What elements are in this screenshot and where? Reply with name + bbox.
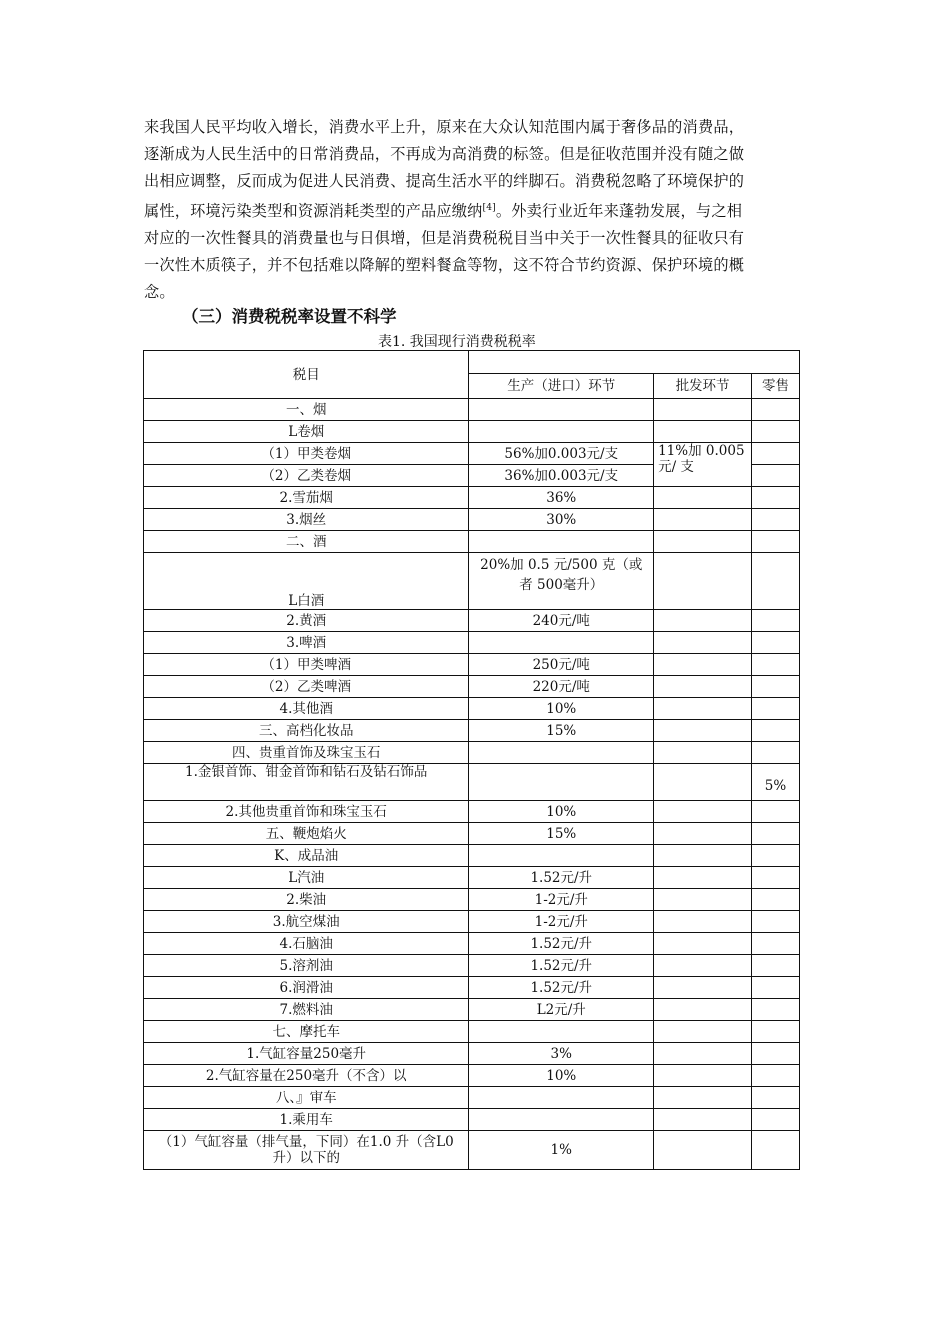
retail-rate-cell bbox=[752, 399, 800, 421]
paragraph-line: 来我国人民平均收入增长，消费水平上升，原来在大众认知范围内属于奢侈品的消费品， bbox=[144, 118, 745, 136]
wholesale-rate-cell bbox=[654, 632, 752, 654]
table-row bbox=[144, 867, 800, 889]
tax-item-cell: 1.气缸容量250毫升 bbox=[144, 1043, 469, 1065]
tax-item-cell: （2）乙类卷烟 bbox=[144, 465, 469, 487]
tax-item-cell: 2.气缸容量在250毫升（不含）以 bbox=[144, 1065, 469, 1087]
production-rate-cell bbox=[469, 399, 654, 421]
production-rate-cell: 30% bbox=[469, 509, 654, 531]
table-row bbox=[144, 1065, 800, 1087]
retail-rate-cell bbox=[752, 1043, 800, 1065]
tax-item-cell: 2.雪茄烟 bbox=[144, 487, 469, 509]
retail-rate-cell bbox=[752, 509, 800, 531]
retail-rate-cell bbox=[752, 911, 800, 933]
production-rate-cell: 220元/吨 bbox=[469, 676, 654, 698]
tax-item-cell: 二、酒 bbox=[144, 531, 469, 553]
paragraph-line: 一次性木质筷子，并不包括难以降解的塑料餐盒等物，这不符合节约资源、保护环境的概 bbox=[144, 256, 745, 274]
table-row bbox=[144, 1021, 800, 1043]
body-paragraph bbox=[144, 114, 804, 306]
table-row bbox=[144, 720, 800, 742]
table-row bbox=[144, 933, 800, 955]
table-row bbox=[144, 845, 800, 867]
paragraph-line bbox=[144, 195, 804, 225]
retail-rate-cell bbox=[752, 1087, 800, 1109]
tax-item-cell: 7.燃料油 bbox=[144, 999, 469, 1021]
table-row bbox=[144, 698, 800, 720]
wholesale-rate-cell bbox=[654, 999, 752, 1021]
retail-rate-cell bbox=[752, 553, 800, 610]
retail-rate-cell bbox=[752, 955, 800, 977]
retail-rate-cell bbox=[752, 421, 800, 443]
production-rate-cell: 1-2元/升 bbox=[469, 889, 654, 911]
tax-item-cell: 4.其他酒 bbox=[144, 698, 469, 720]
table-row bbox=[144, 553, 800, 610]
tax-item-cell: 2.黄酒 bbox=[144, 610, 469, 632]
tax-item-cell: 3.航空煤油 bbox=[144, 911, 469, 933]
table-row bbox=[144, 443, 800, 465]
table-row bbox=[144, 421, 800, 443]
retail-rate-cell bbox=[752, 845, 800, 867]
production-rate-cell bbox=[469, 421, 654, 443]
production-rate-cell bbox=[469, 632, 654, 654]
wholesale-rate-cell bbox=[654, 764, 752, 801]
paragraph-line: 对应的一次性餐具的消费量也与日俱增，但是消费税税目当中关于一次性餐具的征收只有 bbox=[144, 229, 745, 247]
retail-rate-cell bbox=[752, 1109, 800, 1131]
production-rate-cell: 250元/吨 bbox=[469, 654, 654, 676]
retail-rate-cell bbox=[752, 465, 800, 487]
table-row bbox=[144, 977, 800, 999]
table-row bbox=[144, 764, 800, 801]
wholesale-rate-cell bbox=[654, 610, 752, 632]
production-rate-cell: 3% bbox=[469, 1043, 654, 1065]
retail-rate-cell bbox=[752, 632, 800, 654]
wholesale-rate-cell bbox=[654, 823, 752, 845]
tax-item-cell: L卷烟 bbox=[144, 421, 469, 443]
wholesale-rate-cell bbox=[654, 845, 752, 867]
wholesale-rate-cell bbox=[654, 676, 752, 698]
production-rate-cell bbox=[469, 764, 654, 801]
table-row bbox=[144, 801, 800, 823]
retail-rate-cell bbox=[752, 1065, 800, 1087]
wholesale-rate-cell bbox=[654, 801, 752, 823]
wholesale-rate-cell bbox=[654, 1065, 752, 1087]
tax-item-cell: 4.石脑油 bbox=[144, 933, 469, 955]
production-rate-cell bbox=[469, 845, 654, 867]
tax-item-cell: 八、』审车 bbox=[144, 1087, 469, 1109]
table-row bbox=[144, 1109, 800, 1131]
production-rate-cell bbox=[469, 1087, 654, 1109]
tax-item-cell: 3.啤酒 bbox=[144, 632, 469, 654]
retail-rate-cell bbox=[752, 654, 800, 676]
production-rate-cell bbox=[469, 742, 654, 764]
paragraph-line-part: 属性，环境污染类型和资源消耗类型的产品应缴纳 bbox=[144, 202, 483, 220]
tax-item-cell: 1.金银首饰、钳金首饰和钻石及钻石饰品 bbox=[144, 764, 469, 801]
wholesale-rate-cell bbox=[654, 720, 752, 742]
retail-rate-cell: 5% bbox=[752, 764, 800, 801]
retail-rate-cell bbox=[752, 676, 800, 698]
table-row bbox=[144, 911, 800, 933]
wholesale-rate-cell bbox=[654, 654, 752, 676]
tax-item-cell: 3.烟丝 bbox=[144, 509, 469, 531]
retail-rate-cell bbox=[752, 801, 800, 823]
tax-item-cell: 七、摩托车 bbox=[144, 1021, 469, 1043]
retail-rate-cell bbox=[752, 610, 800, 632]
production-rate-cell: 1.52元/升 bbox=[469, 955, 654, 977]
tax-item-cell: 5.溶剂油 bbox=[144, 955, 469, 977]
wholesale-rate-cell bbox=[654, 1043, 752, 1065]
wholesale-rate-cell bbox=[654, 933, 752, 955]
tax-item-cell: 2.其他贵重首饰和珠宝玉石 bbox=[144, 801, 469, 823]
wholesale-rate-cell bbox=[654, 399, 752, 421]
wholesale-rate-cell bbox=[654, 698, 752, 720]
tax-item-cell: L汽油 bbox=[144, 867, 469, 889]
header-wholesale: 批发环节 bbox=[654, 374, 752, 399]
table-caption: 表1. 我国现行消费税税率 bbox=[378, 334, 536, 350]
retail-rate-cell bbox=[752, 1021, 800, 1043]
production-rate-cell bbox=[469, 1021, 654, 1043]
production-rate-cell: 1% bbox=[469, 1131, 654, 1170]
tax-item-cell: 2.柴油 bbox=[144, 889, 469, 911]
paragraph-line: 出相应调整，反而成为促进人民消费、提高生活水平的绊脚石。消费税忽略了环境保护的 bbox=[144, 172, 745, 190]
production-rate-cell: 1-2元/升 bbox=[469, 911, 654, 933]
table-row bbox=[144, 610, 800, 632]
wholesale-rate-cell bbox=[654, 509, 752, 531]
production-rate-cell: 1.52元/升 bbox=[469, 867, 654, 889]
table-row bbox=[144, 509, 800, 531]
production-rate-cell: 15% bbox=[469, 823, 654, 845]
production-rate-cell: L2元/升 bbox=[469, 999, 654, 1021]
wholesale-rate-cell bbox=[654, 531, 752, 553]
table-row bbox=[144, 1131, 800, 1170]
header-item: 税目 bbox=[144, 351, 469, 399]
wholesale-rate-cell bbox=[654, 742, 752, 764]
table-row bbox=[144, 1087, 800, 1109]
production-rate-cell: 36% bbox=[469, 487, 654, 509]
retail-rate-cell bbox=[752, 999, 800, 1021]
wholesale-rate-cell bbox=[654, 1021, 752, 1043]
production-rate-cell: 36%加0.003元/支 bbox=[469, 465, 654, 487]
wholesale-rate-cell bbox=[654, 977, 752, 999]
wholesale-rate-cell bbox=[654, 487, 752, 509]
section-heading: （三）消费税税率设置不科学 bbox=[182, 307, 397, 326]
production-rate-cell: 10% bbox=[469, 698, 654, 720]
wholesale-rate-cell bbox=[654, 553, 752, 610]
tax-item-cell: 一、烟 bbox=[144, 399, 469, 421]
tax-item-cell: 三、高档化妆品 bbox=[144, 720, 469, 742]
table-row bbox=[144, 676, 800, 698]
table-row bbox=[144, 823, 800, 845]
wholesale-rate-cell bbox=[654, 867, 752, 889]
tax-item-cell: （1）甲类卷烟 bbox=[144, 443, 469, 465]
wholesale-rate-cell: 11%加 0.005 元/ 支 bbox=[654, 443, 752, 487]
wholesale-rate-cell bbox=[654, 955, 752, 977]
table-header-row bbox=[144, 351, 800, 374]
retail-rate-cell bbox=[752, 933, 800, 955]
retail-rate-cell bbox=[752, 443, 800, 465]
production-rate-cell: 1.52元/升 bbox=[469, 977, 654, 999]
tax-rate-table bbox=[143, 350, 800, 1170]
citation-ref[interactable]: [4] bbox=[482, 203, 496, 213]
production-rate-cell: 15% bbox=[469, 720, 654, 742]
header-retail: 零售 bbox=[752, 374, 800, 399]
production-rate-cell: 10% bbox=[469, 1065, 654, 1087]
table-row bbox=[144, 487, 800, 509]
retail-rate-cell bbox=[752, 720, 800, 742]
production-rate-cell: 10% bbox=[469, 801, 654, 823]
table-row bbox=[144, 399, 800, 421]
tax-item-cell: （1）甲类啤酒 bbox=[144, 654, 469, 676]
paragraph-line: 逐渐成为人民生活中的日常消费品，不再成为高消费的标签。但是征收范围并没有随之做 bbox=[144, 145, 745, 163]
wholesale-rate-cell bbox=[654, 889, 752, 911]
production-rate-cell bbox=[469, 1109, 654, 1131]
production-rate-cell bbox=[469, 531, 654, 553]
tax-item-cell: L白酒 bbox=[144, 553, 469, 610]
retail-rate-cell bbox=[752, 823, 800, 845]
retail-rate-cell bbox=[752, 487, 800, 509]
table-row bbox=[144, 531, 800, 553]
tax-item-cell: 五、鞭炮焰火 bbox=[144, 823, 469, 845]
production-rate-cell: 20%加 0.5 元/500 克（或者 500毫升） bbox=[469, 553, 654, 610]
retail-rate-cell bbox=[752, 698, 800, 720]
tax-item-cell: （2）乙类啤酒 bbox=[144, 676, 469, 698]
paragraph-line-part: 。外卖行业近年来蓬勃发展，与之相 bbox=[495, 202, 743, 220]
table-row bbox=[144, 955, 800, 977]
wholesale-rate-cell bbox=[654, 1131, 752, 1170]
tax-item-cell: 1.乘用车 bbox=[144, 1109, 469, 1131]
paragraph-line: 念。 bbox=[144, 283, 175, 301]
wholesale-rate-cell bbox=[654, 911, 752, 933]
wholesale-rate-cell bbox=[654, 1087, 752, 1109]
table-row bbox=[144, 632, 800, 654]
production-rate-cell: 56%加0.003元/支 bbox=[469, 443, 654, 465]
table-row bbox=[144, 742, 800, 764]
retail-rate-cell bbox=[752, 1131, 800, 1170]
retail-rate-cell bbox=[752, 889, 800, 911]
wholesale-rate-cell bbox=[654, 1109, 752, 1131]
tax-item-cell: 6.润滑油 bbox=[144, 977, 469, 999]
retail-rate-cell bbox=[752, 531, 800, 553]
tax-item-cell: 四、贵重首饰及珠宝玉石 bbox=[144, 742, 469, 764]
tax-item-cell: （1）气缸容量（排气量，下同）在1.0 升（含L0升）以下的 bbox=[144, 1131, 469, 1170]
header-production: 生产（进口）环节 bbox=[469, 374, 654, 399]
table-row bbox=[144, 999, 800, 1021]
retail-rate-cell bbox=[752, 867, 800, 889]
table-row bbox=[144, 1043, 800, 1065]
tax-item-cell: K、成品油 bbox=[144, 845, 469, 867]
wholesale-rate-cell bbox=[654, 421, 752, 443]
table-row bbox=[144, 889, 800, 911]
retail-rate-cell bbox=[752, 742, 800, 764]
header-blank bbox=[469, 351, 800, 374]
production-rate-cell: 1.52元/升 bbox=[469, 933, 654, 955]
retail-rate-cell bbox=[752, 977, 800, 999]
table-row bbox=[144, 654, 800, 676]
production-rate-cell: 240元/吨 bbox=[469, 610, 654, 632]
